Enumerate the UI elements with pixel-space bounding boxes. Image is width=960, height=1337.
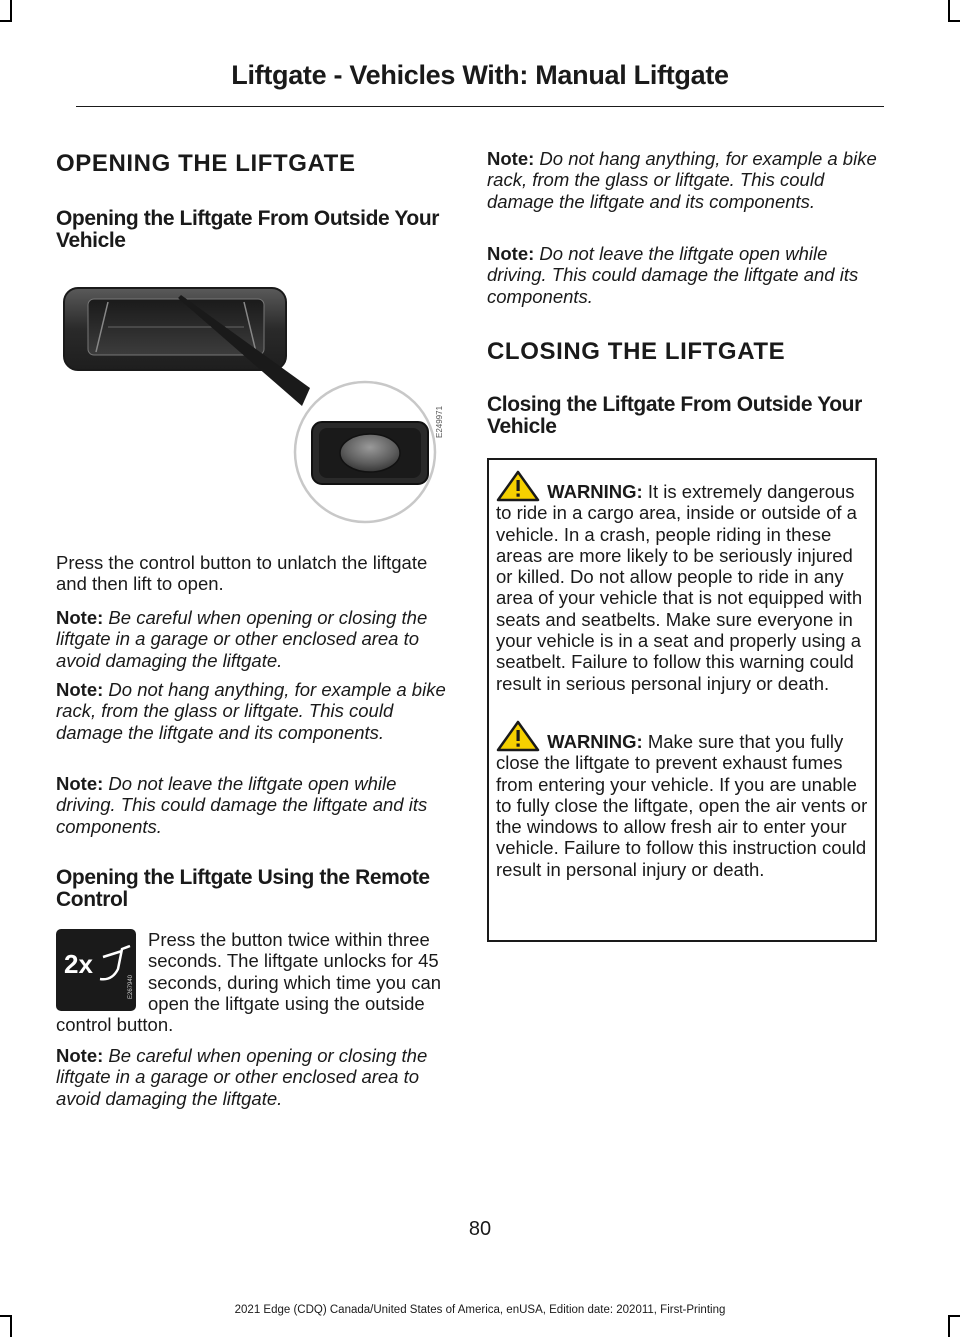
- subheading-opening-remote: Opening the Liftgate Using the Remote Control: [56, 866, 430, 911]
- note-label: Note:: [56, 1045, 104, 1066]
- section-heading-opening: OPENING THE LIFTGATE: [56, 150, 356, 177]
- warning: [496, 470, 874, 694]
- note-label: Note:: [56, 773, 104, 794]
- note-label: Note:: [56, 679, 104, 700]
- subheading-closing-outside: Closing the Liftgate From Outside Your Vehicle: [487, 393, 862, 438]
- note-text: Do not leave the liftgate open while driving. This could damage the liftgate and its components.: [56, 773, 428, 837]
- liftgate-control-button-illustration: [56, 272, 448, 534]
- note-label: Note:: [487, 243, 535, 264]
- page-header-title: Liftgate - Vehicles With: Manual Liftgate: [231, 60, 729, 90]
- note: [56, 1045, 448, 1109]
- crop-mark: [10, 1317, 12, 1337]
- note-text: Be careful when opening or closing the liftgate in a garage or other enclosed area to avoid damaging the liftgate.: [56, 607, 428, 671]
- warning-label: WARNING:: [547, 481, 643, 502]
- warning-text: Make sure that you fully close the liftgate to prevent exhaust fumes from entering your vehicle. If you are unable to fully close the liftgate, open the air vents or the windows to allow fresh air to enter your vehicle. Failure to follow this instruction could result in personal injury or death.: [496, 731, 868, 880]
- remote-badge: 2x: [64, 949, 93, 979]
- warning-label: WARNING:: [547, 731, 643, 752]
- note-text: Do not leave the liftgate open while driving. This could damage the liftgate and its components.: [487, 243, 859, 307]
- figure-code: E249971: [435, 405, 444, 439]
- crop-mark: [948, 0, 950, 20]
- note-text: Do not hang anything, for example a bike rack, from the glass or liftgate. This could damage the liftgate and its components.: [56, 679, 446, 743]
- crop-mark: [948, 20, 960, 22]
- remote-icon-code: E267940: [128, 974, 134, 999]
- page-number: 80: [468, 1218, 492, 1240]
- remote-instruction-text: Press the button twice within three seconds. The liftgate unlocks for 45 seconds, during which time you can open the liftgate using the outside control button.: [56, 929, 442, 1036]
- note: [56, 773, 448, 837]
- warning-text: It is extremely dangerous to ride in a cargo area, inside or outside of a vehicle. In a crash, people riding in these areas are more likely to be seriously injured or killed. Do not allow people to ride in any area of your vehicle that is not equipped with seats and seatbelts. Make sure everyone in your vehicle is in a seat and properly using a seatbelt. Failure to follow this warning could result in serious personal injury or death.: [496, 481, 863, 694]
- note: [487, 148, 879, 212]
- warning-box: [487, 458, 877, 942]
- remote-instruction: [56, 929, 450, 1035]
- page-footer: 2021 Edge (CDQ) Canada/United States of America, enUSA, Edition date: 202011, First-Printing: [234, 1304, 726, 1316]
- note-text: Be careful when opening or closing the liftgate in a garage or other enclosed area to avoid damaging the liftgate.: [56, 1045, 428, 1109]
- section-heading-closing: CLOSING THE LIFTGATE: [487, 338, 786, 365]
- crop-mark: [10, 0, 12, 20]
- note: [56, 679, 448, 743]
- header-divider: [76, 106, 884, 107]
- warning: [496, 720, 874, 880]
- crop-mark: [948, 1317, 950, 1337]
- note-label: Note:: [56, 607, 104, 628]
- note-text: Do not hang anything, for example a bike rack, from the glass or liftgate. This could damage the liftgate and its components.: [487, 148, 877, 212]
- warning-triangle-icon: [496, 720, 542, 752]
- crop-mark: [0, 20, 12, 22]
- note: [487, 243, 879, 307]
- note: [56, 607, 448, 671]
- press-instruction: Press the control button to unlatch the liftgate and then lift to open.: [56, 552, 428, 595]
- note-label: Note:: [487, 148, 535, 169]
- warning-triangle-icon: [496, 470, 542, 502]
- subheading-opening-outside: Opening the Liftgate From Outside Your Vehicle: [56, 207, 440, 252]
